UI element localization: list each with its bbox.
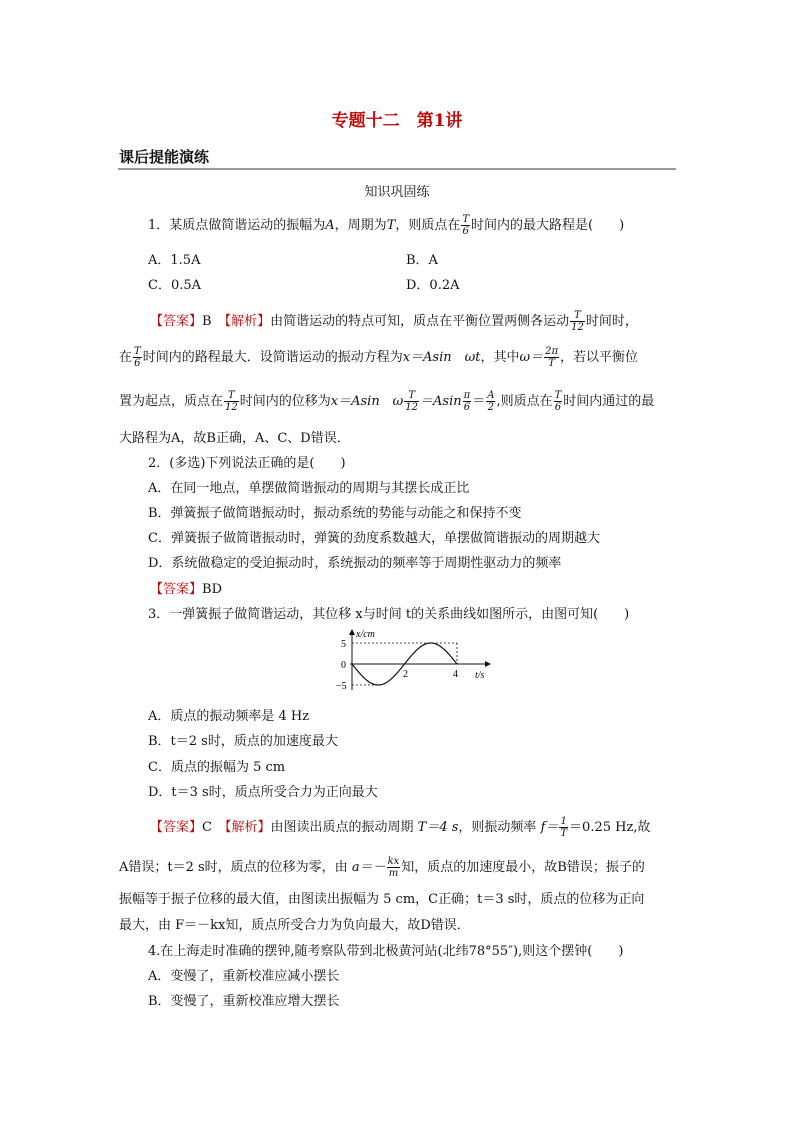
q3-analysis-line2 <box>119 856 645 879</box>
q1-stem-text: 1．某质点做简谐运动的振幅为 <box>148 218 326 233</box>
section-header: 课后提能演练 <box>119 148 210 166</box>
q1-option-d: D．0.2A <box>406 278 460 293</box>
q1-analysis-text: 在 <box>119 350 133 365</box>
q2-answer-line <box>150 578 222 597</box>
frac-num: T <box>134 346 141 357</box>
q2-option-d: D．系统做稳定的受迫振动时，系统振动的频率等于周期性驱动力的频率 <box>148 556 562 571</box>
frac-den: 6 <box>554 402 562 413</box>
q3-analysis-line4: 最大，由 F＝－kx知，质点所受合力为负向最大，故D错误． <box>119 918 470 933</box>
frac-num: T <box>570 310 585 322</box>
q1-equation: x＝Asin ωt <box>402 350 481 365</box>
q1-analysis-text: ＝ <box>472 394 486 409</box>
q3-period: T＝4 s <box>417 820 459 835</box>
frac-den: 12 <box>571 322 584 333</box>
answer-tag: 【答案】 <box>150 314 203 329</box>
q2-option-a: A．在同一地点，单摆做简谐振动的周期与其摆长成正比 <box>148 481 470 496</box>
frac-den: m <box>388 868 399 879</box>
displacement-time-graph <box>330 628 495 693</box>
q1-analysis-text: 时间内的路程最大．设简谐运动的振动方程为 <box>142 350 403 365</box>
fraction-A-2 <box>486 390 495 413</box>
frac-num: kx <box>387 856 400 867</box>
q1-analysis-text: 时间内通过的最 <box>563 394 655 409</box>
sub-heading: 知识巩固练 <box>364 185 430 200</box>
x-axis-arrow <box>485 661 491 667</box>
q1-analysis-text: 置为起点，质点在 <box>119 394 224 409</box>
x-axis-label: t/s <box>475 670 485 681</box>
q1-answer: B <box>202 314 212 329</box>
answer-tag: 【答案】 <box>150 820 203 835</box>
frac-num: A <box>487 390 495 401</box>
q1-option-a: A．1.5A <box>148 253 201 268</box>
q3-analysis-text: ，则振动频率 <box>458 820 537 835</box>
q1-analysis-text: 时间时， <box>585 314 638 329</box>
header-rule <box>118 168 676 170</box>
q1-analysis-text: 由简谐运动的特点可知，质点在平衡位置两侧各运动 <box>270 314 570 329</box>
frac-num: 2π <box>545 346 559 357</box>
q3-analysis-text: 知，质点的加速度最小，故B错误；振子的 <box>401 860 645 875</box>
frac-den: 12 <box>225 402 238 413</box>
q1-stem-text: 时间内的最大路程是( ) <box>471 218 625 233</box>
fraction-T-6 <box>554 390 563 413</box>
frac-den: T <box>560 828 568 839</box>
q4-option-b: B．变慢了，重新校准应增大摆长 <box>148 994 340 1009</box>
q1-analysis-text: 时间内的位移为 <box>239 394 331 409</box>
fraction-T-12 <box>404 390 419 413</box>
fraction-T-6 <box>461 214 470 237</box>
x-tick-2: 2 <box>403 669 408 680</box>
q1-omega: ω＝ <box>519 350 544 365</box>
frac-num: T <box>224 390 239 402</box>
frac-num: T <box>404 390 419 402</box>
q1-equation: x＝Asin ω <box>330 394 404 409</box>
q3-analysis-line3: 振幅等于振子位移的最大值，由图读出振幅为 5 cm，C正确；t＝3 s时，质点的位移为正向 <box>119 892 645 907</box>
q4-stem: 4.在上海走时准确的摆钟,随考察队带到北极黄河站(北纬78°55″),则这个摆钟( ) <box>148 944 624 959</box>
q1-option-c: C．0.5A <box>148 278 202 293</box>
analysis-tag: 【解析】 <box>224 820 271 835</box>
q1-stem-text: ，则质点在 <box>395 218 461 233</box>
q3-stem: 3．一弹簧振子做简谐运动，其位移 x与时间 t的关系曲线如图所示，由图可知( ) <box>148 607 630 622</box>
fraction-T-6 <box>133 346 142 369</box>
q1-analysis-line1 <box>150 310 638 333</box>
q1-analysis-line3 <box>119 390 654 413</box>
q2-stem: 2．(多选)下列说法正确的是( ) <box>148 456 346 471</box>
fraction-pi-6 <box>463 390 472 413</box>
frac-den: 6 <box>462 226 469 237</box>
frac-num: T <box>554 390 562 401</box>
q3-option-c: C．质点的振幅为 5 cm <box>148 760 286 775</box>
q1-stem <box>148 214 624 237</box>
q3-frequency: f＝ <box>540 820 559 835</box>
answer-tag: 【答案】 <box>150 582 203 597</box>
fraction-2pi-T <box>544 346 559 369</box>
y-axis-label: x/cm <box>356 629 375 640</box>
page-title: 专题十二 第1讲 <box>331 111 463 131</box>
y-axis-arrow <box>349 629 355 635</box>
frac-num: π <box>463 390 471 401</box>
q1-analysis-line2 <box>119 346 638 369</box>
q3-analysis-text: A错误；t＝2 s时，质点的位移为零，由 <box>119 860 348 875</box>
fraction-T-12 <box>224 390 239 413</box>
q1-option-b: B．A <box>406 253 438 268</box>
frac-num: T <box>462 214 470 225</box>
fraction-1-T <box>559 816 568 839</box>
frac-num: 1 <box>560 816 567 827</box>
q3-analysis-text: ＝0.25 Hz,故 <box>569 820 651 835</box>
q1-stem-var: A <box>325 218 335 233</box>
q2-option-b: B．弹簧振子做简谐振动时，振动系统的势能与动能之和保持不变 <box>148 506 522 521</box>
q3-answer: C <box>202 820 212 835</box>
y-tick-0: 0 <box>341 660 346 671</box>
q3-option-a: A．质点的振动频率是 4 Hz <box>148 709 310 724</box>
y-tick-neg5: −5 <box>336 681 347 692</box>
q1-stem-text: ，周期为 <box>334 218 387 233</box>
q2-option-c: C．弹簧振子做简谐振动时，弹簧的劲度系数越大，单摆做简谐振动的周期越大 <box>148 531 600 546</box>
q1-analysis-text: ,则质点在 <box>496 394 553 409</box>
frac-den: 6 <box>134 358 141 369</box>
fraction-kx-m <box>387 856 401 879</box>
y-tick-5: 5 <box>341 639 346 650</box>
frac-den: T <box>548 358 555 369</box>
analysis-tag: 【解析】 <box>224 314 271 329</box>
q3-formula: a＝－ <box>351 860 386 875</box>
q3-analysis-line1 <box>150 816 650 839</box>
q3-option-b: B．t＝2 s时，质点的加速度最大 <box>148 734 338 749</box>
q1-analysis-line4: 大路程为A，故B正确，A、C、D错误． <box>119 431 350 446</box>
q1-stem-var: T <box>386 218 396 233</box>
x-tick-4: 4 <box>453 669 458 680</box>
frac-den: 6 <box>463 402 471 413</box>
fraction-T-12 <box>570 310 585 333</box>
q3-option-d: D．t＝3 s时，质点所受合力为正向最大 <box>148 785 378 800</box>
q1-analysis-text: ，其中 <box>480 350 520 365</box>
q2-answer: BD <box>202 582 222 597</box>
frac-den: 2 <box>487 402 495 413</box>
q4-option-a: A．变慢了，重新校准应减小摆长 <box>148 969 340 984</box>
q1-analysis-text: ，若以平衡位 <box>560 350 639 365</box>
frac-den: 12 <box>405 402 419 413</box>
q1-equation: ＝Asin <box>420 394 462 409</box>
q3-analysis-text: 由图读出质点的振动周期 <box>270 820 414 835</box>
